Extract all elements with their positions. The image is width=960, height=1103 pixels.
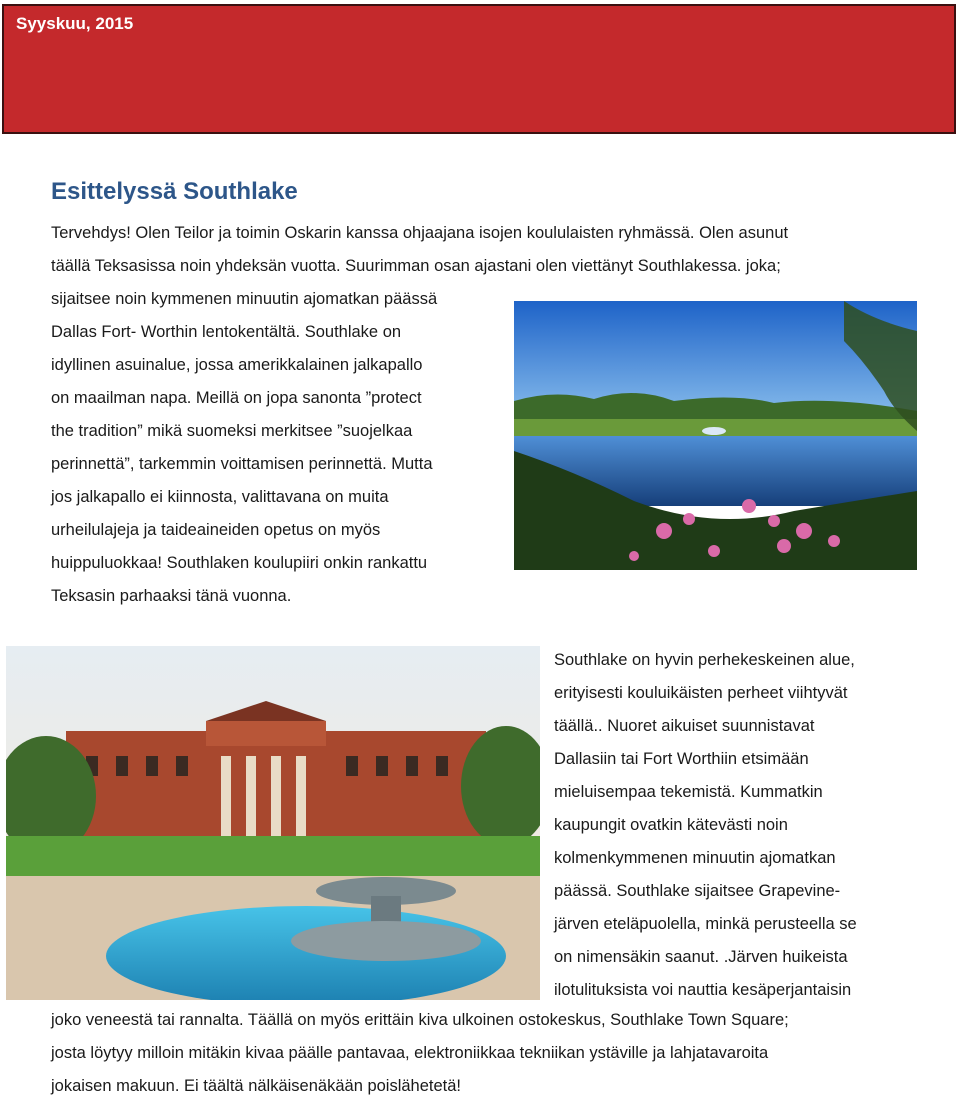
text-line: josta löytyy milloin mitäkin kivaa päälle pantavaa, elektroniikkaa tekniikan ystäville ja lahjatavaroita bbox=[51, 1044, 769, 1062]
text-line: Dallas Fort- Worthin lentokentältä. Southlake on bbox=[51, 323, 402, 341]
text-line: sijaitsee noin kymmenen minuutin ajomatkan päässä bbox=[51, 290, 438, 308]
text-line: joko veneestä tai rannalta. Täällä on myös erittäin kiva ulkoinen ostokeskus, Southlake Town Square; bbox=[51, 1011, 789, 1029]
text-line: idyllinen asuinalue, jossa amerikkalainen jalkapallo bbox=[51, 356, 423, 374]
text-line: on maailman napa. Meillä on jopa sanonta ”protect bbox=[51, 389, 422, 407]
text-line: the tradition” mikä suomeksi merkitsee ”suojelkaa bbox=[51, 422, 413, 440]
text-line: on nimensäkin saanut. .Järven huikeista bbox=[554, 948, 848, 966]
text-line: jokaisen makuun. Ei täältä nälkäisenäkään poislähetetä! bbox=[51, 1077, 462, 1095]
text-line: Dallasiin tai Fort Worthiin etsimään bbox=[554, 750, 809, 768]
text-line: huippuluokkaa! Southlaken koulupiiri onkin rankattu bbox=[51, 554, 428, 572]
text-line: täällä Teksasissa noin yhdeksän vuotta. Suurimman osan ajastani olen viettänyt Southlakessa. joka; bbox=[51, 257, 781, 275]
text-line: kaupungit ovatkin kätevästi noin bbox=[554, 816, 788, 834]
article-title: Esittelyssä Southlake bbox=[51, 178, 298, 205]
text-line: urheilulajeja ja taideaineiden opetus on myös bbox=[51, 521, 381, 539]
text-line: täällä.. Nuoret aikuiset suunnistavat bbox=[554, 717, 815, 735]
text-line: perinnettä”, tarkemmin voittamisen perinnettä. Mutta bbox=[51, 455, 433, 473]
text-line: kolmenkymmenen minuutin ajomatkan bbox=[554, 849, 836, 867]
text-line: ilotulituksista voi nauttia kesäperjantaisin bbox=[554, 981, 852, 999]
text-line: päässä. Southlake sijaitsee Grapevine- bbox=[554, 882, 841, 900]
issue-date: Syyskuu, 2015 bbox=[16, 14, 134, 33]
text-line: erityisesti kouluikäisten perheet viihtyvät bbox=[554, 684, 848, 702]
lake-photo bbox=[514, 301, 917, 570]
right-column-text bbox=[554, 644, 924, 1007]
intro-paragraph bbox=[51, 217, 921, 283]
text-line: järven eteläpuolella, minkä perusteella se bbox=[554, 915, 857, 933]
text-line: mieluisempaa tekemistä. Kummatkin bbox=[554, 783, 823, 801]
text-line: Southlake on hyvin perhekeskeinen alue, bbox=[554, 651, 855, 669]
intro-column-text bbox=[51, 283, 501, 613]
text-line: Tervehdys! Olen Teilor ja toimin Oskarin kanssa ohjaajana isojen koululaisten ryhmässä. Olen asunut bbox=[51, 224, 789, 242]
school-building-photo bbox=[6, 646, 540, 1000]
text-line: Teksasin parhaaksi tänä vuonna. bbox=[51, 587, 292, 605]
text-line: jos jalkapallo ei kiinnosta, valittavana on muita bbox=[51, 488, 389, 506]
header-banner bbox=[2, 4, 956, 134]
closing-paragraph bbox=[51, 1004, 941, 1103]
